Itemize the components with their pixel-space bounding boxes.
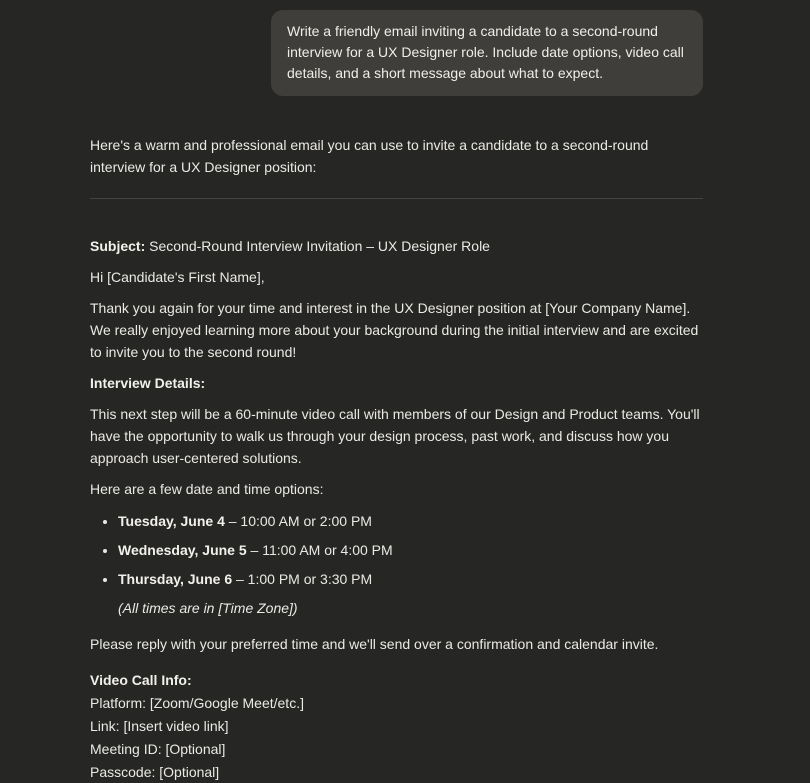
user-message-row: [0, 0, 810, 96]
options-intro: Here are a few date and time options:: [90, 481, 324, 497]
paragraph-thanks: Thank you again for your time and interest in the UX Designer position at [Your Company Name]. We really enjoyed learning more about your background during the initial interview and are excited to invite you to the second round!: [90, 300, 699, 360]
timezone-note: (All times are in [Time Zone]): [118, 600, 298, 616]
divider: [90, 198, 703, 199]
subject-line: [90, 235, 703, 257]
video-call-link-line: Link: [Insert video link]: [90, 718, 229, 734]
paragraph-next-step: This next step will be a 60-minute video call with members of our Design and Product teams. You'll have the opportunity to walk us through your design process, past work, and discuss how you approach user-centered solutions.: [90, 406, 700, 466]
date-option-times: – 1:00 PM or 3:30 PM: [232, 571, 373, 587]
reply-note: Please reply with your preferred time and we'll send over a confirmation and calendar invite.: [90, 636, 659, 652]
video-call-info-block: [90, 669, 703, 783]
subject-label: Subject:: [90, 238, 146, 254]
date-option-day: Thursday, June 6: [118, 571, 233, 587]
date-option-times: – 10:00 AM or 2:00 PM: [224, 513, 372, 529]
date-option-day: Tuesday, June 4: [118, 513, 225, 529]
video-call-platform-line: Platform: [Zoom/Google Meet/etc.]: [90, 695, 304, 711]
interview-details-heading: [90, 372, 703, 394]
subject-text: Second-Round Interview Invitation – UX Designer Role: [145, 238, 490, 254]
date-options-list: [90, 510, 703, 590]
user-message-bubble: [271, 10, 703, 96]
assistant-response: [90, 134, 703, 783]
video-call-passcode-line: Passcode: [Optional]: [90, 764, 220, 780]
user-message-text: Write a friendly email inviting a candidate to a second-round interview for a UX Designer role. Include date options, video call details, and a short message about what to expect.: [287, 23, 684, 81]
date-option-times: – 11:00 AM or 4:00 PM: [246, 542, 393, 558]
assistant-intro: Here's a warm and professional email you can use to invite a candidate to a second-round interview for a UX Designer position:: [90, 137, 649, 175]
interview-details-label: Interview Details:: [90, 375, 206, 391]
video-call-info-heading: [90, 669, 703, 691]
date-option: [118, 510, 703, 532]
date-option-day: Wednesday, June 5: [118, 542, 247, 558]
video-call-meeting-id-line: Meeting ID: [Optional]: [90, 741, 226, 757]
video-call-info-label: Video Call Info:: [90, 672, 192, 688]
greeting-line: Hi [Candidate's First Name],: [90, 269, 265, 285]
date-option: [118, 568, 703, 590]
date-option: [118, 539, 703, 561]
